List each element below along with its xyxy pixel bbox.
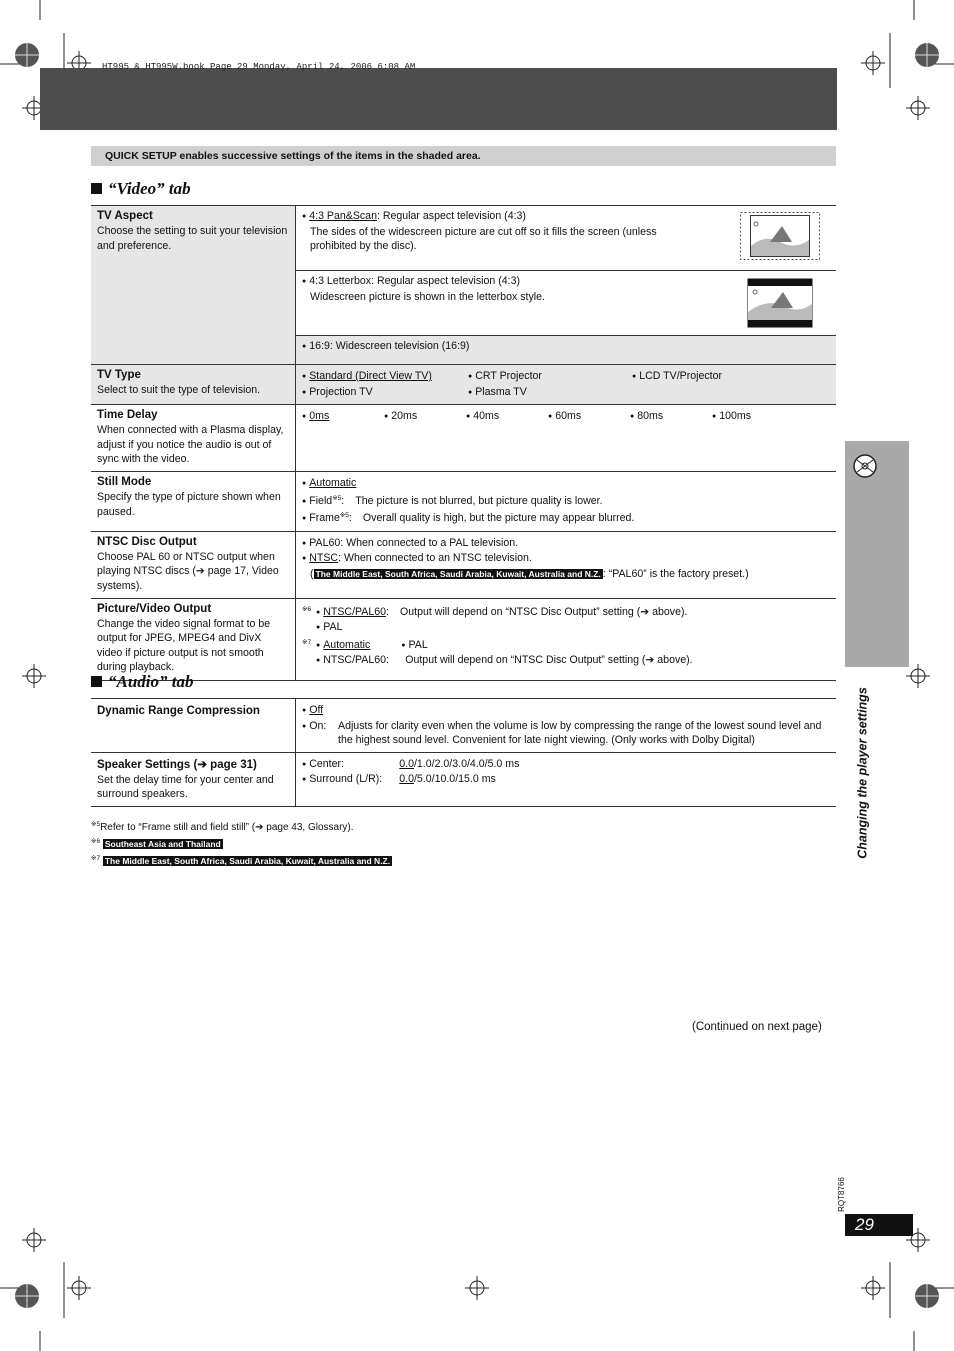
option-crt[interactable]: ● CRT Projector xyxy=(468,369,632,385)
tv-aspect-label-cell xyxy=(91,206,296,365)
continued-note: (Continued on next page) xyxy=(692,1021,822,1033)
option-surround[interactable]: ● Surround (L/R): 0.0/5.0/10.0/15.0 ms xyxy=(302,772,830,788)
table-row xyxy=(91,598,836,680)
footnote-6: $^{※6}$ Southeast Asia and Thailand xyxy=(91,838,221,849)
setting-description: Choose the setting to suit your television and preference. xyxy=(97,225,288,252)
picture-video-output-label-cell: Picture/Video Output Change the video signal format to be output for JPEG, MPEG4 and DivX video if picture output is not smooth during playback. xyxy=(91,598,296,680)
page-number: 29 xyxy=(845,1214,913,1236)
tv-type-label-cell: TV Type Select to suit the type of television. xyxy=(91,365,296,405)
table-row xyxy=(91,206,836,365)
video-settings-table xyxy=(91,205,836,681)
option-off[interactable]: ● Off xyxy=(302,703,830,719)
option-frame[interactable]: ● Frame$^{※5}$: Overall quality is high, but the picture may appear blurred. xyxy=(302,509,830,527)
drc-options-cell xyxy=(296,699,837,753)
option-lcd[interactable]: ● LCD TV/Projector xyxy=(632,369,782,385)
option-letterbox[interactable]: ● 4:3 Letterbox: Regular aspect television (4:3) Widescreen picture is shown in the letterbox style. xyxy=(296,270,836,335)
ntsc-disc-output-options-cell xyxy=(296,531,837,598)
option-pal60[interactable]: ● PAL60: When connected to a PAL television. xyxy=(302,536,830,552)
option-ntsc-pal60-a[interactable]: ※6● NTSC/PAL60: Output will depend on “NTSC Disc Output” setting (➔ above). xyxy=(302,603,830,621)
drc-label-cell: Dynamic Range Compression xyxy=(91,699,296,753)
square-bullet-icon xyxy=(91,183,102,194)
file-info-line: HT995 & HT995W.book Page 29 Monday, April 24, 2006 6:08 AM xyxy=(102,62,416,72)
option-60ms[interactable]: ● 60ms xyxy=(548,409,630,425)
disc-icon xyxy=(845,441,909,501)
table-row xyxy=(91,752,836,806)
time-delay-label-cell: Time Delay When connected with a Plasma display, adjust if you notice the audio is out of sync with the video. xyxy=(91,405,296,472)
square-bullet-icon xyxy=(91,676,102,687)
footnotes xyxy=(91,818,392,869)
option-40ms[interactable]: ● 40ms xyxy=(466,409,548,425)
option-pan-scan[interactable]: ● 4:3 Pan&Scan: Regular aspect television (4:3) The sides of the widescreen picture are cut off so it fills the screen (unless prohibited by the disc). xyxy=(296,206,836,270)
option-pal-a[interactable]: ● PAL xyxy=(302,620,830,636)
option-standard[interactable]: ● Standard (Direct View TV) xyxy=(302,369,468,385)
option-automatic[interactable]: ● Automatic xyxy=(302,476,830,492)
still-mode-options-cell xyxy=(296,472,837,532)
table-row xyxy=(91,365,836,405)
time-delay-options-cell xyxy=(296,405,837,472)
audio-settings-table xyxy=(91,698,836,807)
option-20ms[interactable]: ● 20ms xyxy=(384,409,466,425)
table-row xyxy=(91,405,836,472)
speaker-settings-label-cell: Speaker Settings (➔ page 31) Set the delay time for your center and surround speakers. xyxy=(91,752,296,806)
quick-setup-note: QUICK SETUP enables successive settings of the items in the shaded area. xyxy=(91,146,836,166)
option-projection[interactable]: ● Projection TV xyxy=(302,385,468,401)
video-tab-heading: “Video” tab xyxy=(91,179,191,199)
pan-scan-tv-illustration xyxy=(740,212,820,260)
doc-code: RQT8766 xyxy=(836,1177,846,1212)
footnote-5: $^{※5}$Refer to “Frame still and field still” (➔ page 43, Glossary). xyxy=(91,821,354,833)
header-band xyxy=(40,68,837,130)
setting-title: TV Aspect xyxy=(97,210,153,222)
letterbox-tv-illustration xyxy=(747,278,813,328)
speaker-settings-options-cell xyxy=(296,752,837,806)
option-80ms[interactable]: ● 80ms xyxy=(630,409,712,425)
side-label: Changing the player settings xyxy=(855,687,870,859)
table-row xyxy=(91,531,836,598)
option-plasma[interactable]: ● Plasma TV xyxy=(468,385,632,401)
side-tab xyxy=(845,441,909,667)
tv-type-options-cell xyxy=(296,365,837,405)
region-note: ( The Middle East, South Africa, Saudi Arabia, Kuwait, Australia and N.Z. : “PAL60” is the factory preset.) xyxy=(310,567,749,580)
table-row xyxy=(91,699,836,753)
audio-tab-heading: “Audio” tab xyxy=(91,672,194,692)
tv-aspect-options-cell xyxy=(296,206,837,365)
ntsc-disc-output-label-cell: NTSC Disc Output Choose PAL 60 or NTSC output when playing NTSC discs (➔ page 17, Video systems). xyxy=(91,531,296,598)
option-ntsc[interactable]: ● NTSC: When connected to an NTSC television. xyxy=(302,551,830,567)
picture-video-output-options-cell xyxy=(296,598,837,680)
option-ntsc-pal60-b[interactable]: ● NTSC/PAL60: Output will depend on “NTSC Disc Output” setting (➔ above). xyxy=(302,653,830,669)
option-automatic-b[interactable]: ※7● Automatic● PAL xyxy=(302,636,830,654)
table-row xyxy=(91,472,836,532)
footnote-7: $^{※7}$ The Middle East, South Africa, Saudi Arabia, Kuwait, Australia and N.Z. xyxy=(91,855,391,866)
option-0ms[interactable]: ● 0ms xyxy=(302,409,384,425)
option-16-9[interactable]: ● 16:9: Widescreen television (16:9) xyxy=(296,335,836,364)
option-100ms[interactable]: ● 100ms xyxy=(712,409,794,425)
option-field[interactable]: ● Field$^{※5}$: The picture is not blurred, but picture quality is lower. xyxy=(302,492,830,510)
option-on[interactable]: ● On: Adjusts for clarity even when the volume is low by compressing the range of the lowest sound level and the highest sound level. Convenient for late night viewing. (Only works with Dolby Digital) xyxy=(302,719,830,748)
option-center[interactable]: ● Center: 0.0/1.0/2.0/3.0/4.0/5.0 ms xyxy=(302,757,830,773)
still-mode-label-cell: Still Mode Specify the type of picture shown when paused. xyxy=(91,472,296,532)
